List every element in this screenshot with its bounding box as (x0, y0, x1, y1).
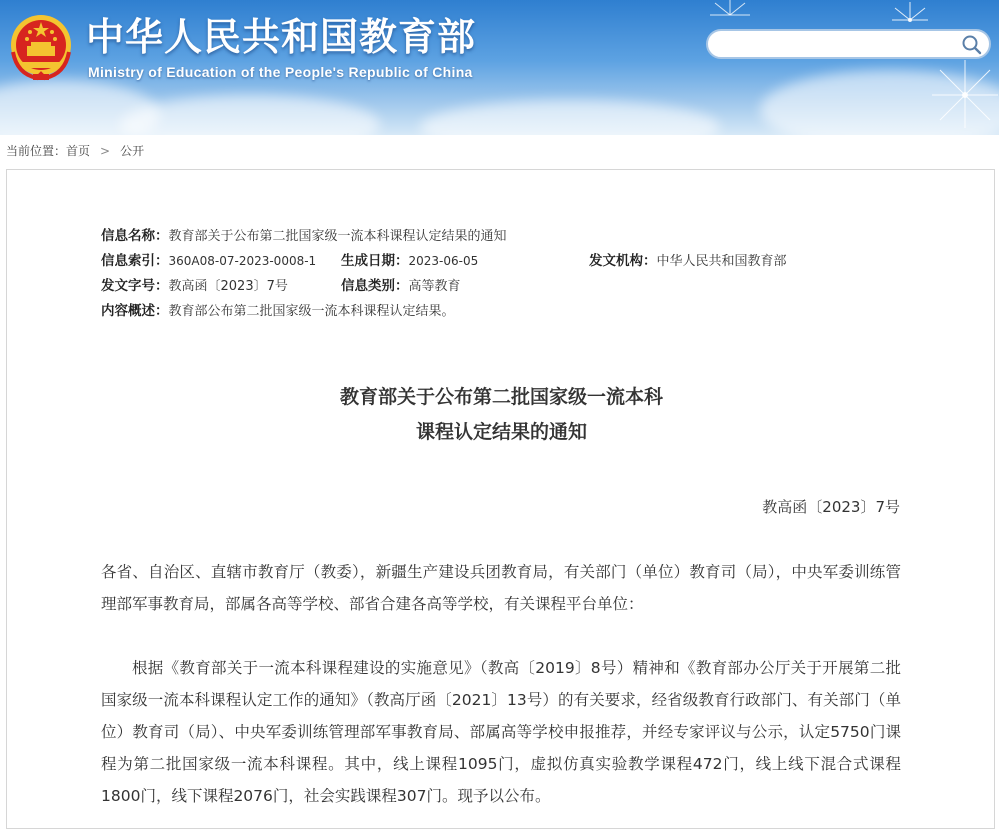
meta-category-label: 信息类别： (341, 278, 409, 294)
search-icon[interactable] (961, 34, 983, 56)
document-title (7, 380, 996, 450)
meta-name-label: 信息名称： (101, 228, 169, 244)
cloud-decoration (120, 95, 380, 135)
breadcrumb-current-link[interactable]: 公开 (120, 144, 145, 158)
dandelion-decoration (870, 0, 999, 130)
meta-date-value: 2023-06-05 (408, 254, 479, 268)
cloud-decoration (420, 100, 720, 135)
meta-row-summary (101, 299, 507, 324)
site-title: 中华人民共和国教育部 (86, 15, 477, 59)
meta-docno-label: 发文字号： (101, 278, 169, 294)
document-title-line2: 课程认定结果的通知 (415, 421, 587, 443)
meta-category-value: 高等教育 (408, 279, 461, 294)
search-box (706, 29, 991, 59)
breadcrumb-separator: > (100, 144, 111, 158)
site-header (0, 0, 999, 135)
meta-row-index (101, 249, 787, 274)
breadcrumb-prefix: 当前位置： (6, 144, 67, 158)
meta-row-docno (101, 274, 507, 299)
content-card (6, 169, 995, 829)
meta-date-label: 生成日期： (341, 253, 409, 269)
national-emblem-icon (7, 12, 75, 82)
meta-summary-label: 内容概述： (101, 303, 169, 319)
meta-index-value: 360A08-07-2023-0008-1 (168, 254, 317, 268)
document-paragraph-addressees: 各省、自治区、直辖市教育厅（教委），新疆生产建设兵团教育局，有关部门（单位）教育司（局），中央军委训练管理部军事教育局，部属各高等学校、部省合建各高等学校，有关课程平台单位： (101, 563, 901, 613)
document-paragraph-body: 根据《教育部关于一流本科课程建设的实施意见》（教高〔2019〕8号）精神和《教育部办公厅关于开展第二批国家级一流本科课程认定工作的通知》（教高厅函〔2021〕13号）的有关要求，经省级教育行政部门、有关部门（单位）教育司（局）、中央军委训练管理部军事教育局、部属高等学校申报推荐，并经专家评议与公示，认定5750门课程为第二批国家级一流本科课程。其中，线上课程1095门，虚拟仿真实验教学课程472门，线上线下混合式课程1800门，线下课程2076门，社会实践课程307门。现予以公布。 (101, 659, 901, 805)
meta-org-label: 发文机构： (589, 253, 657, 269)
breadcrumb-home-link[interactable]: 首页 (66, 144, 91, 158)
breadcrumb (6, 142, 144, 160)
meta-row-name (101, 224, 507, 249)
meta-org-value: 中华人民共和国教育部 (656, 254, 787, 269)
document-number: 教高函〔2023〕7号 (762, 498, 900, 516)
meta-docno-value: 教高函〔2023〕7号 (168, 279, 288, 294)
meta-summary-value: 教育部公布第二批国家级一流本科课程认定结果。 (168, 304, 455, 319)
meta-index-label: 信息索引： (101, 253, 169, 269)
document-title-line1: 教育部关于公布第二批国家级一流本科 (339, 386, 663, 408)
site-subtitle: Ministry of Education of the People's Republic of China (88, 64, 473, 80)
meta-name-value: 教育部关于公布第二批国家级一流本科课程认定结果的通知 (168, 229, 507, 244)
document-metadata (101, 224, 787, 324)
search-input[interactable] (720, 35, 964, 57)
